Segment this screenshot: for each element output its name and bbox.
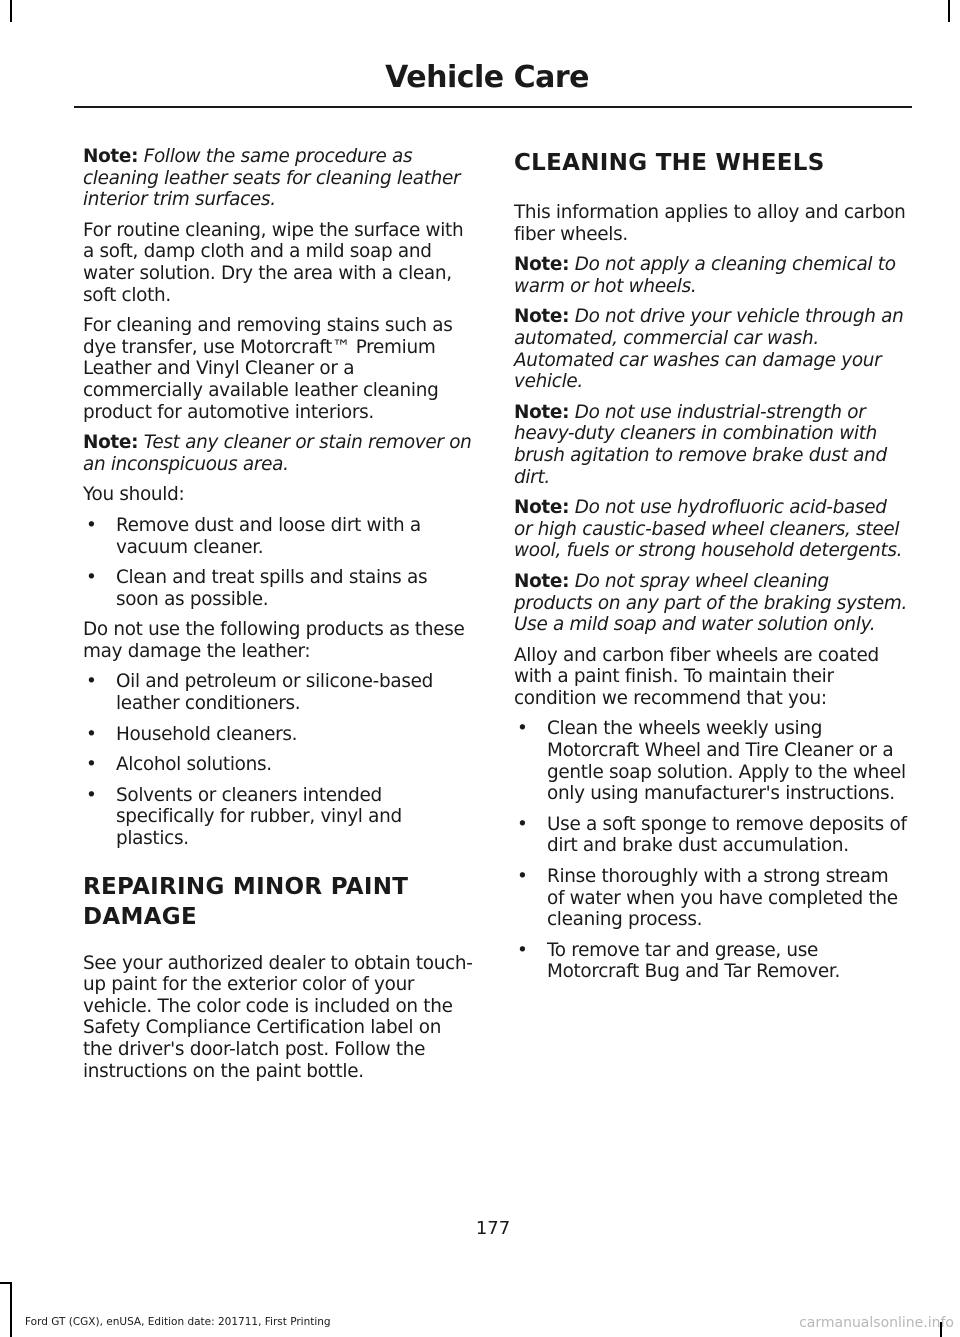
list-item-text: Solvents or cleaners intended specifically for rubber, vinyl and plastics. [116, 784, 402, 850]
bullet-glyph: • [517, 813, 528, 835]
list-item [83, 671, 475, 714]
note-paragraph [514, 254, 908, 297]
section-heading [83, 872, 475, 932]
note-text: Do not use hydrofluoric acid-based or high caustic-based wheel cleaners, steel wool, fuels or strong household detergents. [514, 497, 903, 562]
note-label: Note: [514, 254, 570, 276]
body-paragraph: Do not use the following products as these may damage the leather: [83, 619, 465, 662]
note-paragraph [514, 402, 908, 488]
list-item-text: Household cleaners. [116, 723, 298, 745]
note-paragraph [514, 497, 908, 562]
bullet-glyph: • [517, 866, 528, 888]
crop-mark-top-left-v [10, 0, 12, 22]
bullet-glyph: • [86, 784, 97, 806]
note-paragraph [514, 571, 908, 636]
note-text: Test any cleaner or stain remover on an inconspicuous area. [83, 432, 472, 475]
body-paragraph: This information applies to alloy and carbon fiber wheels. [514, 202, 906, 245]
section-heading-line: REPAIRING MINOR PAINT [83, 873, 409, 900]
crop-mark-bottom-left-h [0, 1282, 12, 1284]
section-heading-line: DAMAGE [83, 903, 197, 930]
list-item [514, 814, 908, 857]
note-paragraph [83, 432, 475, 475]
list-item [83, 515, 475, 558]
left-column [83, 146, 475, 1091]
note-label: Note: [514, 497, 570, 519]
body-paragraph: For routine cleaning, wipe the surface with a soft, damp cloth and a mild soap and water solution. Dry the area with a clean, soft cloth. [83, 219, 464, 306]
page-number: 177 [475, 1218, 511, 1239]
bullet-glyph: • [86, 754, 97, 776]
note-text: Do not apply a cleaning chemical to warm or hot wheels. [514, 254, 896, 297]
body-paragraph: For cleaning and removing stains such as dye transfer, use Motorcraft™ Premium Leather and Vinyl Cleaner or a commercially available leather cleaning product for automotive interiors. [83, 315, 453, 423]
note-paragraph [83, 146, 475, 211]
bullet-glyph: • [86, 567, 97, 589]
list-item [514, 866, 908, 931]
list-item-text: Clean the wheels weekly using Motorcraft Wheel and Tire Cleaner or a gentle soap solution. Apply to the wheel only using manufacturer's instructions. [547, 718, 906, 805]
bullet-glyph: • [86, 723, 97, 745]
list-item-text: Alcohol solutions. [116, 754, 272, 776]
note-label: Note: [83, 432, 139, 454]
bullet-glyph: • [517, 939, 528, 961]
list-item-text: Clean and treat spills and stains as soon as possible. [116, 567, 428, 610]
list-item-text: Rinse thoroughly with a strong stream of water when you have completed the cleaning process. [547, 866, 898, 931]
list-item [514, 718, 908, 804]
note-text: Do not use industrial-strength or heavy-duty cleaners in combination with brush agitation to remove brake dust and dirt. [514, 401, 887, 488]
note-paragraph [514, 306, 908, 392]
body-paragraph: See your authorized dealer to obtain touch-up paint for the exterior color of your vehicle. The color code is included on the Safety Compliance Certification label on the driver's door-latch post. Follow the instructions on the paint bottle. [83, 952, 473, 1082]
note-text: Do not spray wheel cleaning products on any part of the braking system. Use a mild soap and water solution only. [514, 570, 908, 636]
note-text: Follow the same procedure as cleaning leather seats for cleaning leather interior trim surfaces. [83, 146, 461, 211]
right-column [514, 146, 908, 992]
list-item [83, 724, 475, 746]
body-paragraph: Alloy and carbon fiber wheels are coated with a paint finish. To maintain their condition we recommend that you: [514, 644, 879, 709]
list-item [83, 754, 475, 776]
bullet-glyph: • [86, 671, 97, 693]
note-label: Note: [514, 401, 570, 423]
bullet-glyph: • [86, 514, 97, 536]
crop-mark-top-right-v [948, 0, 950, 22]
footer-edition-info: Ford GT (CGX), enUSA, Edition date: 201711, First Printing [25, 1316, 331, 1328]
body-paragraph: You should: [83, 484, 185, 506]
list-item [83, 785, 475, 850]
list-item [83, 567, 475, 610]
section-heading: CLEANING THE WHEELS [514, 150, 825, 176]
note-label: Note: [83, 146, 139, 167]
bullet-list [83, 671, 475, 849]
crop-mark-bottom-left-v [10, 1282, 12, 1337]
list-item-text: Remove dust and loose dirt with a vacuum cleaner. [116, 514, 421, 558]
list-item [514, 940, 908, 983]
page-header-title: Vehicle Care [385, 60, 589, 95]
watermark: carmanualsonline.info [799, 1315, 954, 1331]
bullet-list [83, 515, 475, 610]
bullet-list [514, 718, 908, 983]
list-item-text: Use a soft sponge to remove deposits of dirt and brake dust accumulation. [547, 813, 907, 857]
list-item-text: To remove tar and grease, use Motorcraft Bug and Tar Remover. [547, 939, 841, 983]
note-label: Note: [514, 570, 570, 592]
bullet-glyph: • [517, 718, 528, 740]
note-label: Note: [514, 306, 570, 328]
header-rule [74, 106, 912, 108]
list-item-text: Oil and petroleum or silicone-based leather conditioners. [116, 671, 433, 715]
note-text: Do not drive your vehicle through an automated, commercial car wash. Automated car washes can damage your vehicle. [514, 306, 904, 393]
